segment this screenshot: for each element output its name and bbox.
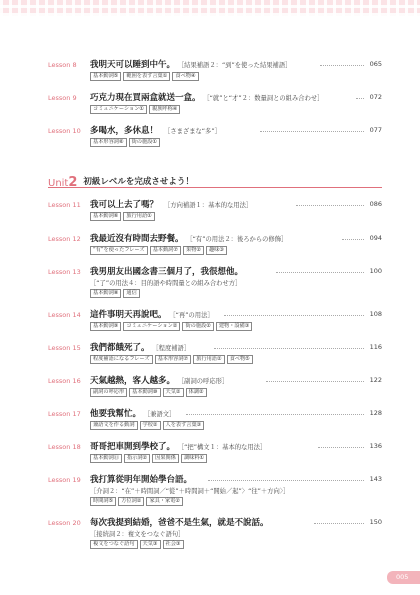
tag: 学校② — [140, 421, 161, 430]
tag: 街の施設② — [182, 322, 213, 331]
tag: 親族呼称④ — [149, 105, 180, 114]
dotted-leader — [208, 480, 364, 481]
lesson-title: 多喝水，多休息！ ［さまざまな“多”］ — [90, 126, 221, 136]
tag: 通信 — [123, 289, 139, 298]
tag: 時間詞⑤ — [90, 497, 116, 506]
page-ref: 065 — [369, 60, 382, 68]
lesson-10[interactable] — [48, 124, 382, 152]
lesson-17[interactable] — [48, 407, 382, 435]
vocab-tags — [90, 421, 204, 430]
page-ref: 100 — [369, 267, 382, 275]
tag: 方位詞② — [118, 497, 144, 506]
lesson-note: ［兼語文］ — [147, 411, 176, 418]
lesson-title: 我可以上去了嗎？ ［方向補語１：基本的な用法］ — [90, 200, 253, 210]
lesson-note: ［さまざまな“多”］ — [164, 128, 221, 135]
lesson-title: 每次我提到結婚，爸爸不是生氣，就是不說話。 — [90, 518, 269, 528]
tag: 基本形容詞⑥ — [90, 138, 127, 147]
tag: 指示詞② — [124, 454, 150, 463]
lesson-title: 哥哥把車開到學校了。 ［“把”構文１：基本的な用法］ — [90, 442, 267, 452]
lesson-title: 這件事明天再說吧。 ［“再”の用法］ — [90, 310, 214, 320]
lesson-note: ［“有”の用法２：後ろからの修飾］ — [189, 236, 288, 243]
lesson-note: ［“把”構文１：基本的な用法］ — [181, 444, 267, 451]
vocab-tags — [90, 497, 183, 506]
tag: 複文をつなぐ語句 — [90, 540, 138, 549]
lesson-number: Lesson 11 — [48, 201, 81, 209]
lesson-number: Lesson 13 — [48, 268, 81, 276]
tag: 建物・設備③ — [216, 322, 253, 331]
lesson-number: Lesson 18 — [48, 443, 81, 451]
dotted-leader — [214, 348, 364, 349]
unit-label: Unit — [48, 178, 69, 189]
tag: 基本動詞⑥ — [90, 212, 121, 221]
tag: 天気② — [163, 388, 184, 397]
lesson-number: Lesson 12 — [48, 235, 81, 243]
tag: 趣味③ — [206, 246, 227, 255]
lesson-note: ［“就”と“才”２：数量詞との組み合わせ］ — [206, 95, 324, 102]
lesson-number: Lesson 9 — [48, 94, 77, 102]
lesson-number: Lesson 10 — [48, 127, 81, 135]
unit-number: 2 — [68, 175, 78, 190]
vocab-tags — [90, 289, 140, 298]
lesson-note: ［“再”の用法］ — [172, 312, 214, 319]
lesson-9[interactable] — [48, 91, 382, 119]
vocab-tags — [90, 454, 207, 463]
tag: コミュニケーション① — [90, 105, 147, 114]
lesson-15[interactable] — [48, 341, 382, 369]
lesson-number: Lesson 20 — [48, 519, 81, 527]
lesson-8[interactable] — [48, 58, 382, 86]
lesson-16[interactable] — [48, 374, 382, 402]
page-number: 005 — [396, 573, 409, 581]
lesson-number: Lesson 14 — [48, 311, 81, 319]
tag: 兼語文を作る動詞 — [90, 421, 138, 430]
lesson-title: 我明天可以睡到中午。 ［結果補語２：“到”を使った結果補語］ — [90, 60, 292, 70]
top-pattern-band — [0, 0, 420, 16]
vocab-tags — [90, 246, 227, 255]
lesson-note: ［接続詞２：複文をつなぐ語句］ — [90, 531, 185, 538]
lesson-title: 他要我幫忙。 ［兼語文］ — [90, 409, 176, 419]
tag: 天気③ — [140, 540, 161, 549]
page-number-tab — [387, 571, 420, 584]
lesson-title: 我最近沒有時間去野餐。 ［“有”の用法２：後ろからの修飾］ — [90, 234, 288, 244]
vocab-tags — [90, 105, 180, 114]
lesson-13[interactable] — [48, 265, 382, 303]
tag: 家具・家電② — [146, 497, 183, 506]
lesson-number: Lesson 17 — [48, 410, 81, 418]
tag: 旅行用語② — [193, 355, 224, 364]
tag: 基本形容詞⑦ — [155, 355, 192, 364]
lesson-note: ［結果補語２：“到”を使った結果補語］ — [181, 62, 292, 69]
page-ref: 128 — [369, 409, 382, 417]
tag: 基本動詞⑨ — [90, 322, 121, 331]
tag: 程度補語になるフレーズ — [90, 355, 153, 364]
lesson-number: Lesson 8 — [48, 61, 77, 69]
vocab-tags — [90, 138, 160, 147]
page-ref: 122 — [369, 376, 382, 384]
tag: 基本動詞⑩ — [129, 388, 160, 397]
tag: 因果関係 — [152, 454, 179, 463]
lesson-note: ［方向補語１：基本的な用法］ — [164, 202, 253, 209]
lesson-title: 我們都餓死了。 ［程度補語］ — [90, 343, 191, 353]
lesson-title: 巧克力現在買兩盒就送一盒。 ［“就”と“才”２：数量詞との組み合わせ］ — [90, 93, 324, 103]
unit-divider — [48, 187, 382, 188]
dotted-leader — [260, 131, 364, 132]
page-ref: 072 — [369, 93, 382, 101]
lesson-number: Lesson 19 — [48, 476, 81, 484]
vocab-tags — [90, 72, 199, 81]
lesson-19[interactable] — [48, 473, 382, 511]
tag: 体調② — [186, 388, 207, 397]
dotted-leader — [276, 272, 364, 273]
page-ref: 094 — [369, 234, 382, 242]
tag: 果物② — [183, 246, 204, 255]
lesson-note: ［“了”の用法４：目的語や時間量との組み合わせ方］ — [90, 280, 242, 287]
page-ref: 108 — [369, 310, 382, 318]
lesson-11[interactable] — [48, 198, 382, 226]
lesson-14[interactable] — [48, 308, 382, 336]
page-ref: 136 — [369, 442, 382, 450]
vocab-tags — [90, 212, 155, 221]
tag: 人を表す言葉③ — [163, 421, 205, 430]
tag: 副詞の呼応形 — [90, 388, 127, 397]
lesson-number: Lesson 16 — [48, 377, 81, 385]
lesson-number: Lesson 15 — [48, 344, 81, 352]
lesson-title: 我男朋友出國念書三個月了，我很想他。 — [90, 267, 244, 277]
vocab-tags — [90, 322, 252, 331]
vocab-tags — [90, 388, 207, 397]
dotted-leader — [186, 414, 364, 415]
tag: 旅行用語① — [123, 212, 154, 221]
tag: 範囲を表す言葉① — [123, 72, 170, 81]
dotted-leader — [314, 523, 364, 524]
tag: 基本動詞⑦ — [150, 246, 181, 255]
tag: 社会③ — [163, 540, 184, 549]
lesson-title: 天氣越熱，客人越多。 ［副詞の呼応形］ — [90, 376, 229, 386]
vocab-tags — [90, 540, 184, 549]
dotted-leader — [266, 381, 364, 382]
page-ref: 077 — [369, 126, 382, 134]
tag: コミュニケーション② — [123, 322, 180, 331]
lesson-note: ［介詞２：“在”＋時間詞／“從”＋時間詞＋“開始／起”〉“往”＋方向〉］ — [90, 488, 290, 495]
tag: 食べ物④ — [172, 72, 198, 81]
tag: 基本動詞⑧ — [90, 289, 121, 298]
dotted-leader — [342, 239, 364, 240]
lesson-title: 我打算從明年開始學台語。 — [90, 475, 193, 485]
lesson-note: ［副詞の呼応形］ — [181, 378, 229, 385]
lesson-12[interactable] — [48, 232, 382, 260]
page-ref: 143 — [369, 475, 382, 483]
tag: 基本動詞⑪ — [90, 454, 122, 463]
lesson-note: ［程度補語］ — [155, 345, 191, 352]
tag: “有”を使ったフレーズ — [90, 246, 148, 255]
tag: 食べ物⑤ — [227, 355, 253, 364]
unit-title: 初級レベルを完成させよう！ — [83, 177, 194, 187]
tag: 街の施設① — [129, 138, 160, 147]
lesson-18[interactable] — [48, 440, 382, 468]
page-ref: 116 — [369, 343, 382, 351]
dotted-leader — [296, 205, 364, 206]
page-ref: 150 — [369, 518, 382, 526]
dotted-leader — [320, 65, 364, 66]
tag: 調味料① — [181, 454, 207, 463]
dotted-leader — [356, 98, 364, 99]
vocab-tags — [90, 355, 253, 364]
page-ref: 086 — [369, 200, 382, 208]
dotted-leader — [224, 315, 364, 316]
dotted-leader — [318, 447, 364, 448]
tag: 基本動詞⑤ — [90, 72, 121, 81]
lesson-20[interactable] — [48, 516, 382, 554]
